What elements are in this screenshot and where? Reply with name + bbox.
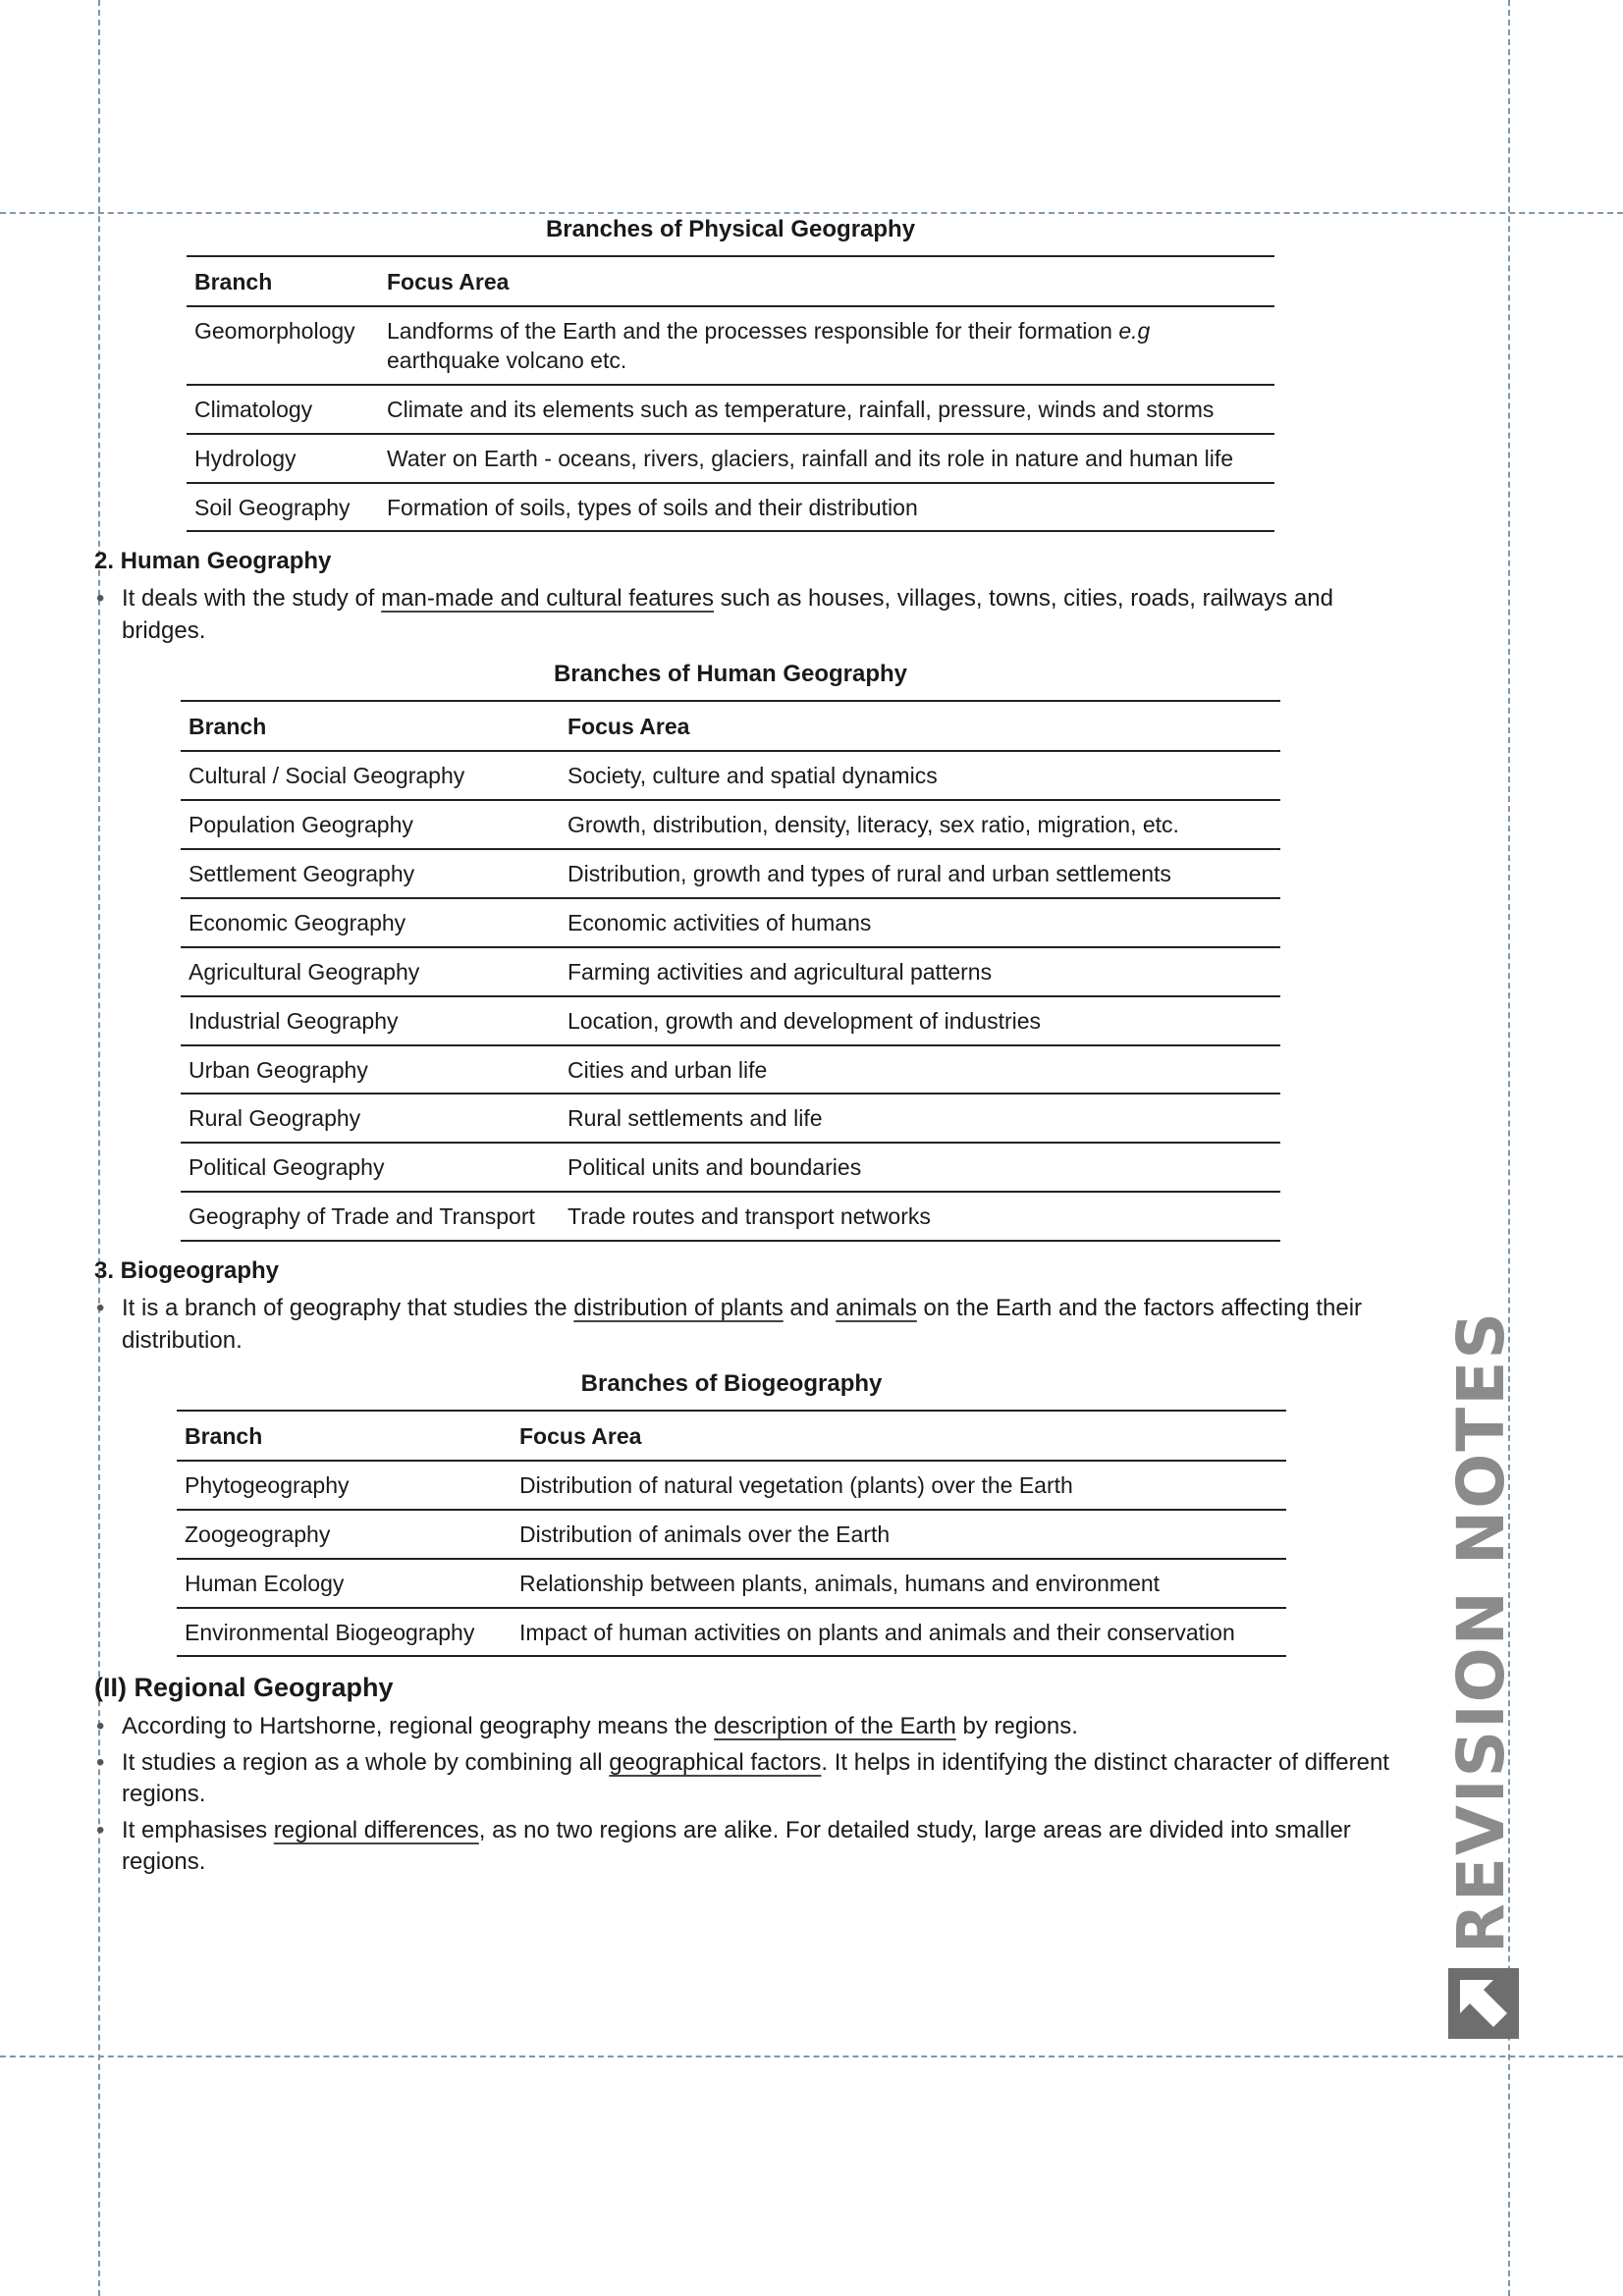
focus-cell: Farming activities and agricultural patterns xyxy=(560,947,1280,996)
focus-cell: Climate and its elements such as temperature, rainfall, pressure, winds and storms xyxy=(379,385,1274,434)
text: and xyxy=(783,1295,837,1322)
table-row xyxy=(181,1045,1280,1095)
branch-cell: Cultural / Social Geography xyxy=(181,751,560,800)
focus-cell: Society, culture and spatial dynamics xyxy=(560,751,1280,800)
focus-cell: Formation of soils, types of soils and their distribution xyxy=(379,483,1274,532)
branch-cell: Climatology xyxy=(187,385,379,434)
text: It is a branch of geography that studies the xyxy=(122,1295,574,1322)
table-row xyxy=(181,751,1280,800)
branch-cell: Soil Geography xyxy=(187,483,379,532)
branch-cell: Political Geography xyxy=(181,1143,560,1192)
branch-cell: Zoogeography xyxy=(177,1510,512,1559)
bio-table xyxy=(177,1410,1286,1658)
focus-cell: Distribution, growth and types of rural and urban settlements xyxy=(560,849,1280,898)
key-term: description of the Earth xyxy=(714,1713,956,1740)
focus-cell: Distribution of animals over the Earth xyxy=(512,1510,1286,1559)
branch-cell: Economic Geography xyxy=(181,898,560,947)
table-row xyxy=(177,1510,1286,1559)
cut-guide-bottom xyxy=(0,2056,1623,2057)
human-table-title: Branches of Human Geography xyxy=(553,661,908,688)
focus-cell: Location, growth and development of industries xyxy=(560,996,1280,1045)
regional-geography-heading: (II) Regional Geography xyxy=(94,1673,394,1703)
focus-cell xyxy=(379,306,1274,385)
branch-cell: Population Geography xyxy=(181,800,560,849)
branch-cell: Rural Geography xyxy=(181,1094,560,1143)
key-term: distribution of plants xyxy=(573,1295,784,1322)
biogeography-bullets xyxy=(94,1293,1400,1357)
arrow-up-left-icon xyxy=(1448,1968,1519,2039)
focus-text: Landforms of the Earth and the processes responsible for their formation xyxy=(387,318,1119,344)
bio-table-section xyxy=(94,1370,1286,1658)
header-branch: Branch xyxy=(177,1411,512,1461)
branch-cell: Hydrology xyxy=(187,434,379,483)
text: . It helps in identifying the distinct character of different regions. xyxy=(122,1748,1389,1808)
key-term: animals xyxy=(836,1295,917,1322)
table-row xyxy=(187,483,1274,532)
focus-cell: Trade routes and transport networks xyxy=(560,1192,1280,1241)
text: on the Earth and the factors affecting their distribution. xyxy=(122,1295,1363,1354)
table-row xyxy=(181,1143,1280,1192)
focus-cell: Political units and boundaries xyxy=(560,1143,1280,1192)
biogeography-heading: 3. Biogeography xyxy=(94,1257,280,1285)
focus-cell: Distribution of natural vegetation (plants) over the Earth xyxy=(512,1461,1286,1510)
revision-notes-label: REVISION NOTES xyxy=(1443,1310,1519,1953)
physical-table-title: Branches of Physical Geography xyxy=(545,216,916,242)
focus-text-cont: earthquake volcano etc. xyxy=(387,347,627,373)
list-item xyxy=(94,1711,1400,1742)
table-row xyxy=(181,849,1280,898)
table-row xyxy=(181,800,1280,849)
text: It emphasises xyxy=(122,1816,274,1843)
focus-cell: Water on Earth - oceans, rivers, glaciers, rainfall and its role in nature and human life xyxy=(379,434,1274,483)
focus-text-eg: e.g xyxy=(1118,318,1151,344)
human-geography-bullets xyxy=(94,583,1400,647)
table-row xyxy=(177,1559,1286,1608)
branch-cell: Environmental Biogeography xyxy=(177,1608,512,1657)
table-row xyxy=(177,1461,1286,1510)
branch-cell: Phytogeography xyxy=(177,1461,512,1510)
table-row xyxy=(181,1192,1280,1241)
text: According to Hartshorne, regional geography means the xyxy=(122,1713,715,1740)
key-term: regional differences xyxy=(273,1816,479,1843)
cut-guide-top xyxy=(0,212,1623,214)
branch-cell: Industrial Geography xyxy=(181,996,560,1045)
branch-cell: Geomorphology xyxy=(187,306,379,385)
branch-cell: Agricultural Geography xyxy=(181,947,560,996)
human-geography-heading: 2. Human Geography xyxy=(94,548,332,575)
list-item xyxy=(94,1747,1400,1811)
focus-cell: Cities and urban life xyxy=(560,1045,1280,1095)
header-branch: Branch xyxy=(187,256,379,306)
header-branch: Branch xyxy=(181,701,560,751)
table-row xyxy=(181,1094,1280,1143)
table-row xyxy=(181,996,1280,1045)
table-row xyxy=(187,385,1274,434)
table-row xyxy=(187,434,1274,483)
revision-notes-tab xyxy=(1443,1310,1519,2052)
key-term: man-made and cultural features xyxy=(381,585,714,613)
text: , as no two regions are alike. For detailed study, large areas are divided into smaller regions. xyxy=(122,1816,1351,1876)
header-focus-area: Focus Area xyxy=(560,701,1280,751)
human-table xyxy=(181,700,1280,1242)
bio-table-title: Branches of Biogeography xyxy=(580,1369,883,1397)
focus-cell: Rural settlements and life xyxy=(560,1094,1280,1143)
text: by regions. xyxy=(955,1713,1078,1740)
header-focus-area: Focus Area xyxy=(379,256,1274,306)
focus-cell: Growth, distribution, density, literacy, sex ratio, migration, etc. xyxy=(560,800,1280,849)
physical-table xyxy=(187,255,1274,532)
table-row xyxy=(187,306,1274,385)
list-item xyxy=(94,583,1400,647)
list-item xyxy=(94,1815,1400,1879)
physical-table-section xyxy=(94,216,1274,532)
branch-cell: Settlement Geography xyxy=(181,849,560,898)
text: such as houses, villages, towns, cities, roads, railways and bridges. xyxy=(122,585,1333,644)
table-row xyxy=(181,898,1280,947)
branch-cell: Geography of Trade and Transport xyxy=(181,1192,560,1241)
human-table-section xyxy=(94,661,1280,1242)
regional-geography-bullets xyxy=(94,1711,1400,1878)
branch-cell: Urban Geography xyxy=(181,1045,560,1095)
list-item xyxy=(94,1293,1400,1357)
focus-cell: Economic activities of humans xyxy=(560,898,1280,947)
focus-cell: Impact of human activities on plants and animals and their conservation xyxy=(512,1608,1286,1657)
table-row xyxy=(181,947,1280,996)
header-focus-area: Focus Area xyxy=(512,1411,1286,1461)
table-row xyxy=(177,1608,1286,1657)
key-term: geographical factors xyxy=(609,1748,822,1776)
focus-cell: Relationship between plants, animals, humans and environment xyxy=(512,1559,1286,1608)
text: It studies a region as a whole by combining all xyxy=(122,1748,610,1776)
page-content xyxy=(94,216,1400,1892)
text: It deals with the study of xyxy=(122,585,382,613)
branch-cell: Human Ecology xyxy=(177,1559,512,1608)
